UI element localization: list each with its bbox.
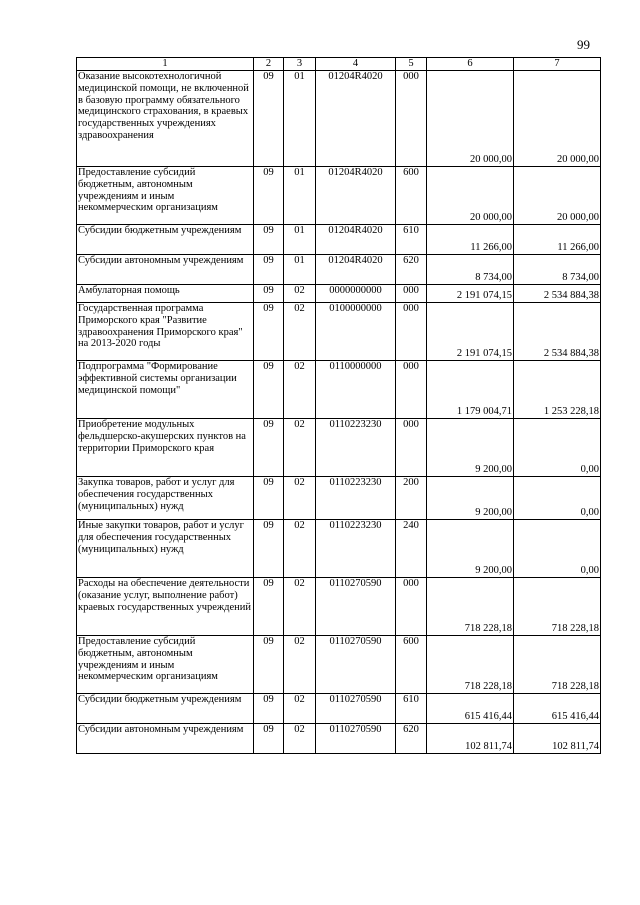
row-code-c2: 09	[254, 724, 284, 754]
table-body	[77, 58, 601, 754]
row-code-c4: 0110270590	[316, 578, 396, 636]
row-code-c4: 0000000000	[316, 285, 396, 303]
table-row	[77, 477, 601, 520]
row-code-c3: 01	[284, 167, 316, 225]
row-code-c4: 0100000000	[316, 303, 396, 361]
row-code-c3: 02	[284, 361, 316, 419]
row-code-c2: 09	[254, 694, 284, 724]
page-number: 99	[577, 37, 590, 52]
row-code-c4: 0110270590	[316, 724, 396, 754]
row-amount-c7: 2 534 884,38	[514, 285, 601, 303]
row-code-c5: 000	[396, 578, 427, 636]
row-code-c5: 000	[396, 419, 427, 477]
row-code-c2: 09	[254, 477, 284, 520]
column-header: 1	[77, 58, 254, 71]
header-row	[77, 58, 601, 71]
row-name: Государственная программа Приморского края "Развитие здравоохранения Приморского края" на 2013-2020 годы	[77, 303, 254, 361]
row-name: Приобретение модульных фельдшерско-акушерских пунктов на территории Приморского края	[77, 419, 254, 477]
table-row	[77, 520, 601, 578]
row-code-c4: 0110223230	[316, 520, 396, 578]
table-row	[77, 303, 601, 361]
row-code-c2: 09	[254, 225, 284, 255]
row-code-c3: 02	[284, 419, 316, 477]
row-name: Амбулаторная помощь	[77, 285, 254, 303]
row-code-c2: 09	[254, 285, 284, 303]
row-code-c3: 02	[284, 477, 316, 520]
row-name: Субсидии бюджетным учреждениям	[77, 694, 254, 724]
row-amount-c7: 8 734,00	[514, 255, 601, 285]
row-code-c3: 02	[284, 303, 316, 361]
row-code-c5: 000	[396, 285, 427, 303]
row-amount-c6: 20 000,00	[427, 167, 514, 225]
row-name: Субсидии автономным учреждениям	[77, 255, 254, 285]
budget-table	[76, 57, 601, 754]
row-code-c3: 02	[284, 578, 316, 636]
table-row	[77, 419, 601, 477]
row-code-c3: 01	[284, 255, 316, 285]
table-row	[77, 361, 601, 419]
row-code-c3: 01	[284, 225, 316, 255]
table-row	[77, 71, 601, 167]
row-code-c5: 000	[396, 361, 427, 419]
table-row	[77, 636, 601, 694]
row-name: Субсидии автономным учреждениям	[77, 724, 254, 754]
row-name: Предоставление субсидий бюджетным, автономным учреждениям и иным некоммерческим организациям	[77, 167, 254, 225]
row-code-c4: 0110223230	[316, 477, 396, 520]
row-code-c4: 0110223230	[316, 419, 396, 477]
row-amount-c7: 20 000,00	[514, 167, 601, 225]
row-amount-c6: 20 000,00	[427, 71, 514, 167]
row-code-c3: 02	[284, 285, 316, 303]
row-amount-c6: 9 200,00	[427, 477, 514, 520]
row-code-c4: 01204R4020	[316, 225, 396, 255]
row-code-c5: 000	[396, 71, 427, 167]
row-amount-c6: 718 228,18	[427, 578, 514, 636]
row-name: Закупка товаров, работ и услуг для обеспечения государственных (муниципальных) нужд	[77, 477, 254, 520]
table-row	[77, 167, 601, 225]
row-code-c5: 620	[396, 255, 427, 285]
row-amount-c7: 0,00	[514, 477, 601, 520]
column-header: 2	[254, 58, 284, 71]
row-code-c4: 01204R4020	[316, 71, 396, 167]
row-code-c5: 620	[396, 724, 427, 754]
table-row	[77, 255, 601, 285]
column-header: 3	[284, 58, 316, 71]
row-name: Иные закупки товаров, работ и услуг для обеспечения государственных (муниципальных) нужд	[77, 520, 254, 578]
row-code-c2: 09	[254, 71, 284, 167]
row-amount-c7: 0,00	[514, 520, 601, 578]
row-amount-c7: 718 228,18	[514, 578, 601, 636]
row-amount-c7: 11 266,00	[514, 225, 601, 255]
column-header: 4	[316, 58, 396, 71]
row-name: Подпрограмма "Формирование эффективной системы организации медицинской помощи"	[77, 361, 254, 419]
row-amount-c6: 2 191 074,15	[427, 303, 514, 361]
row-amount-c6: 102 811,74	[427, 724, 514, 754]
row-code-c4: 0110270590	[316, 636, 396, 694]
row-amount-c7: 0,00	[514, 419, 601, 477]
row-code-c2: 09	[254, 303, 284, 361]
row-name: Расходы на обеспечение деятельности (оказание услуг, выполнение работ) краевых государственных учреждений	[77, 578, 254, 636]
table-row	[77, 285, 601, 303]
table-row	[77, 694, 601, 724]
row-amount-c7: 20 000,00	[514, 71, 601, 167]
row-amount-c6: 2 191 074,15	[427, 285, 514, 303]
column-header: 5	[396, 58, 427, 71]
row-amount-c6: 8 734,00	[427, 255, 514, 285]
row-code-c5: 000	[396, 303, 427, 361]
row-code-c4: 01204R4020	[316, 255, 396, 285]
column-header: 6	[427, 58, 514, 71]
row-code-c3: 01	[284, 71, 316, 167]
row-code-c3: 02	[284, 694, 316, 724]
row-amount-c7: 1 253 228,18	[514, 361, 601, 419]
row-amount-c7: 615 416,44	[514, 694, 601, 724]
table-row	[77, 225, 601, 255]
row-code-c2: 09	[254, 167, 284, 225]
row-code-c2: 09	[254, 419, 284, 477]
row-code-c5: 600	[396, 167, 427, 225]
row-code-c2: 09	[254, 636, 284, 694]
row-amount-c7: 2 534 884,38	[514, 303, 601, 361]
table-row	[77, 724, 601, 754]
row-name: Оказание высокотехнологичной медицинской помощи, не включенной в базовую программу обязательного медицинского страхования, в краевых государственных учреждениях здравоохранения	[77, 71, 254, 167]
row-code-c2: 09	[254, 255, 284, 285]
row-amount-c6: 718 228,18	[427, 636, 514, 694]
row-code-c4: 01204R4020	[316, 167, 396, 225]
row-code-c5: 200	[396, 477, 427, 520]
row-code-c4: 0110000000	[316, 361, 396, 419]
row-name: Предоставление субсидий бюджетным, автономным учреждениям и иным некоммерческим организациям	[77, 636, 254, 694]
row-code-c2: 09	[254, 361, 284, 419]
row-amount-c6: 11 266,00	[427, 225, 514, 255]
row-amount-c6: 9 200,00	[427, 520, 514, 578]
row-code-c5: 610	[396, 225, 427, 255]
row-code-c3: 02	[284, 724, 316, 754]
row-code-c2: 09	[254, 520, 284, 578]
row-code-c3: 02	[284, 520, 316, 578]
column-header: 7	[514, 58, 601, 71]
row-amount-c6: 615 416,44	[427, 694, 514, 724]
row-amount-c6: 1 179 004,71	[427, 361, 514, 419]
row-amount-c6: 9 200,00	[427, 419, 514, 477]
row-name: Субсидии бюджетным учреждениям	[77, 225, 254, 255]
row-amount-c7: 102 811,74	[514, 724, 601, 754]
row-code-c3: 02	[284, 636, 316, 694]
row-code-c5: 240	[396, 520, 427, 578]
row-amount-c7: 718 228,18	[514, 636, 601, 694]
row-code-c2: 09	[254, 578, 284, 636]
table-row	[77, 578, 601, 636]
row-code-c4: 0110270590	[316, 694, 396, 724]
row-code-c5: 610	[396, 694, 427, 724]
row-code-c5: 600	[396, 636, 427, 694]
